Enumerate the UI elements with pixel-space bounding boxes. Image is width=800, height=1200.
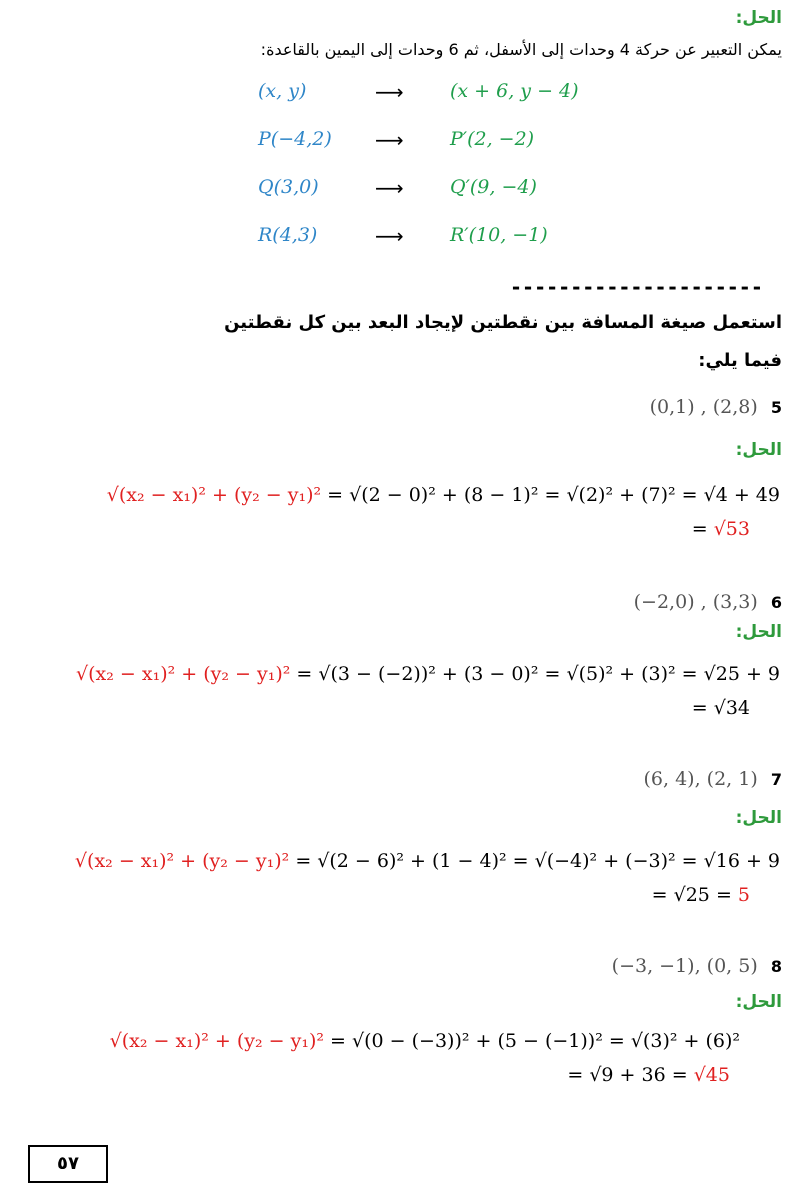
arrow-icon: ⟶ bbox=[375, 176, 404, 200]
problem-7-header bbox=[644, 768, 782, 790]
distance-formula: √(x₂ − x₁)² + (y₂ − y₁)² bbox=[109, 1030, 324, 1052]
intro-text: يمكن التعبير عن حركة 4 وحدات إلى الأسفل، ثم 6 وحدات إلى اليمين بالقاعدة: bbox=[260, 40, 782, 59]
problem-6-solution bbox=[20, 663, 780, 719]
result-eq: = bbox=[691, 518, 714, 540]
equation-result bbox=[20, 697, 780, 719]
problem-5-header bbox=[650, 396, 782, 418]
mapping-to: R′(10, −1) bbox=[450, 224, 548, 246]
question-line-1: استعمل صيغة المسافة بين نقطتين لإيجاد البعد بين كل نقطتين bbox=[224, 312, 782, 333]
page-number: ٥٧ bbox=[28, 1145, 108, 1183]
result-value: √45 bbox=[693, 1064, 730, 1086]
mapping-row bbox=[258, 224, 598, 272]
problem-number: 7 bbox=[770, 770, 782, 789]
equation-result bbox=[20, 518, 780, 540]
problem-7-solution bbox=[20, 850, 780, 906]
mapping-from: (x, y) bbox=[258, 80, 307, 102]
equation-steps: = √(0 − (−3))² + (5 − (−1))² = √(3)² + (6)² bbox=[324, 1030, 740, 1052]
problem-6-header bbox=[634, 591, 782, 613]
result-eq: = √25 = bbox=[651, 884, 738, 906]
problem-5-solution bbox=[20, 484, 780, 540]
problem-8-header bbox=[612, 955, 782, 977]
mapping-row bbox=[258, 80, 598, 128]
mapping-to: Q′(9, −4) bbox=[450, 176, 537, 198]
arrow-icon: ⟶ bbox=[375, 128, 404, 152]
solution-label: الحل: bbox=[735, 440, 782, 460]
problem-number: 5 bbox=[770, 398, 782, 417]
solution-label: الحل: bbox=[735, 8, 782, 28]
mapping-row bbox=[258, 176, 598, 224]
mapping-row bbox=[258, 128, 598, 176]
separator: --------------------- bbox=[510, 275, 763, 299]
result-value: √53 bbox=[713, 518, 750, 540]
problem-points: (0,1) , (2,8) bbox=[649, 396, 758, 418]
mapping-to: (x + 6, y − 4) bbox=[450, 80, 579, 102]
problem-number: 6 bbox=[770, 593, 782, 612]
mapping-to: P′(2, −2) bbox=[450, 128, 535, 150]
equation-line bbox=[20, 1030, 740, 1052]
solution-label: الحل: bbox=[735, 808, 782, 828]
equation-steps: = √(3 − (−2))² + (3 − 0)² = √(5)² + (3)² = √25 + 9 bbox=[290, 663, 780, 685]
question-line-2: فيما يلي: bbox=[698, 350, 782, 371]
distance-formula: √(x₂ − x₁)² + (y₂ − y₁)² bbox=[74, 850, 290, 872]
problem-number: 8 bbox=[770, 957, 782, 976]
result-eq: = √34 bbox=[691, 697, 750, 719]
distance-formula: √(x₂ − x₁)² + (y₂ − y₁)² bbox=[76, 663, 291, 685]
problem-points: (6, 4), (2, 1) bbox=[643, 768, 758, 790]
equation-line bbox=[20, 850, 780, 872]
mapping-from: P(−4,2) bbox=[258, 128, 332, 150]
solution-label: الحل: bbox=[735, 622, 782, 642]
equation-result bbox=[20, 884, 780, 906]
equation-result bbox=[20, 1064, 740, 1086]
equation-steps: = √(2 − 0)² + (8 − 1)² = √(2)² + (7)² = √4 + 49 bbox=[321, 484, 780, 506]
equation-line bbox=[20, 663, 780, 685]
mapping-from: R(4,3) bbox=[258, 224, 318, 246]
mapping-from: Q(3,0) bbox=[258, 176, 319, 198]
distance-formula: √(x₂ − x₁)² + (y₂ − y₁)² bbox=[106, 484, 322, 506]
problem-points: (−3, −1), (0, 5) bbox=[611, 955, 758, 977]
equation-steps: = √(2 − 6)² + (1 − 4)² = √(−4)² + (−3)² = √16 + 9 bbox=[289, 850, 780, 872]
problem-points: (−2,0) , (3,3) bbox=[633, 591, 758, 613]
result-eq: = √9 + 36 = bbox=[567, 1064, 694, 1086]
mapping-table bbox=[258, 80, 598, 272]
solution-label: الحل: bbox=[735, 992, 782, 1012]
result-value: 5 bbox=[737, 884, 750, 906]
arrow-icon: ⟶ bbox=[375, 80, 404, 104]
problem-8-solution bbox=[20, 1030, 740, 1086]
equation-line bbox=[20, 484, 780, 506]
arrow-icon: ⟶ bbox=[375, 224, 404, 248]
